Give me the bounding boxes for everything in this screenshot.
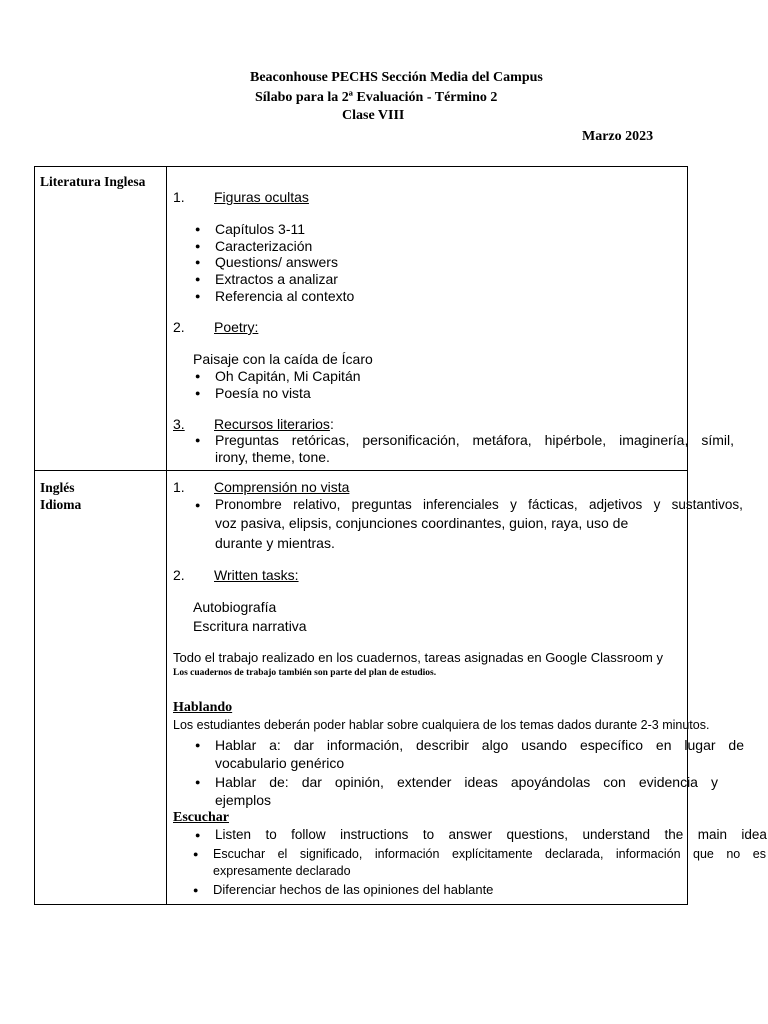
list-item-continuation: irony, theme, tone.: [215, 449, 330, 465]
table-border-middle: [34, 470, 688, 471]
section-title: Recursos literarios:: [214, 416, 334, 432]
list-item: ● Caracterización: [215, 238, 312, 254]
note-text: Todo el trabajo realizado en los cuadernos, tareas asignadas en Google Classroom y: [173, 650, 663, 665]
list-item: ● Questions/ answers: [215, 254, 338, 270]
speaking-intro: Los estudiantes deberán poder hablar sobre cualquiera de los temas dados durante 2-3 minutos.: [173, 718, 710, 732]
list-item-continuation: vocabulario genérico: [215, 755, 345, 771]
table-border-right: [687, 166, 688, 905]
list-item: ● Oh Capitán, Mi Capitán: [215, 368, 361, 384]
section-number: 1.: [173, 189, 185, 205]
list-item: ● Capítulos 3-11: [215, 221, 305, 237]
table-border-bottom: [34, 904, 688, 905]
list-item: ● Pronombre relativo, preguntas inferenciales y fácticas, adjetivos y sustantivos,: [215, 497, 743, 513]
subject-label-literature: Literatura Inglesa: [40, 174, 146, 189]
subject-label-english: Inglés: [40, 480, 75, 495]
list-item: ● Hablar a: dar información, describir algo usando específico en lugar de: [215, 737, 744, 753]
section-number: 2.: [173, 567, 185, 583]
task-item: Autobiografía: [193, 599, 277, 615]
table-column-divider: [166, 166, 167, 905]
section-title: Written tasks:: [214, 567, 299, 583]
section-number: 3.: [173, 416, 185, 432]
task-item: Escritura narrativa: [193, 618, 307, 634]
subject-label-language: Idioma: [40, 497, 82, 512]
list-item: ● Diferenciar hechos de las opiniones del hablante: [213, 882, 493, 898]
note-text-small: Los cuadernos de trabajo también son parte del plan de estudios.: [173, 668, 437, 678]
section-number: 2.: [173, 319, 185, 335]
list-item: ● Hablar de: dar opinión, extender ideas apoyándolas con evidencia y: [215, 774, 718, 790]
section-title: Poetry:: [214, 319, 259, 335]
table-border-top: [34, 166, 688, 167]
section-number: 1.: [173, 479, 185, 495]
class-title: Clase VIII: [342, 108, 405, 123]
syllabus-title: Sílabo para la 2ª Evaluación - Término 2: [255, 90, 498, 105]
list-item: ● Preguntas retóricas, personificación, metáfora, hipérbole, imaginería, símil,: [215, 432, 734, 448]
listening-heading: Escuchar: [173, 810, 229, 825]
list-item-continuation: voz pasiva, elipsis, conjunciones coordinantes, guion, raya, uso de: [215, 515, 629, 531]
list-item-continuation: expresamente declarado: [213, 864, 351, 878]
list-item-continuation: ejemplos: [215, 792, 272, 808]
table-border-left: [34, 166, 35, 905]
poem-title: Paisaje con la caída de Ícaro: [193, 351, 373, 367]
list-item: ● Escuchar el significado, información explícitamente declarada, información que no es: [213, 846, 766, 862]
date: Marzo 2023: [582, 129, 654, 144]
list-item-continuation: durante y mientras.: [215, 535, 335, 551]
speaking-heading: Hablando: [173, 700, 233, 715]
list-item: ● Extractos a analizar: [215, 271, 338, 287]
list-item: ● Poesía no vista: [215, 385, 311, 401]
list-item: ● Listen to follow instructions to answer questions, understand the main idea: [215, 827, 767, 843]
section-title: Comprensión no vista: [214, 479, 350, 495]
list-item: ● Referencia al contexto: [215, 288, 354, 304]
section-title: Figuras ocultas: [214, 189, 309, 205]
school-name: Beaconhouse PECHS Sección Media del Campus: [250, 70, 543, 85]
